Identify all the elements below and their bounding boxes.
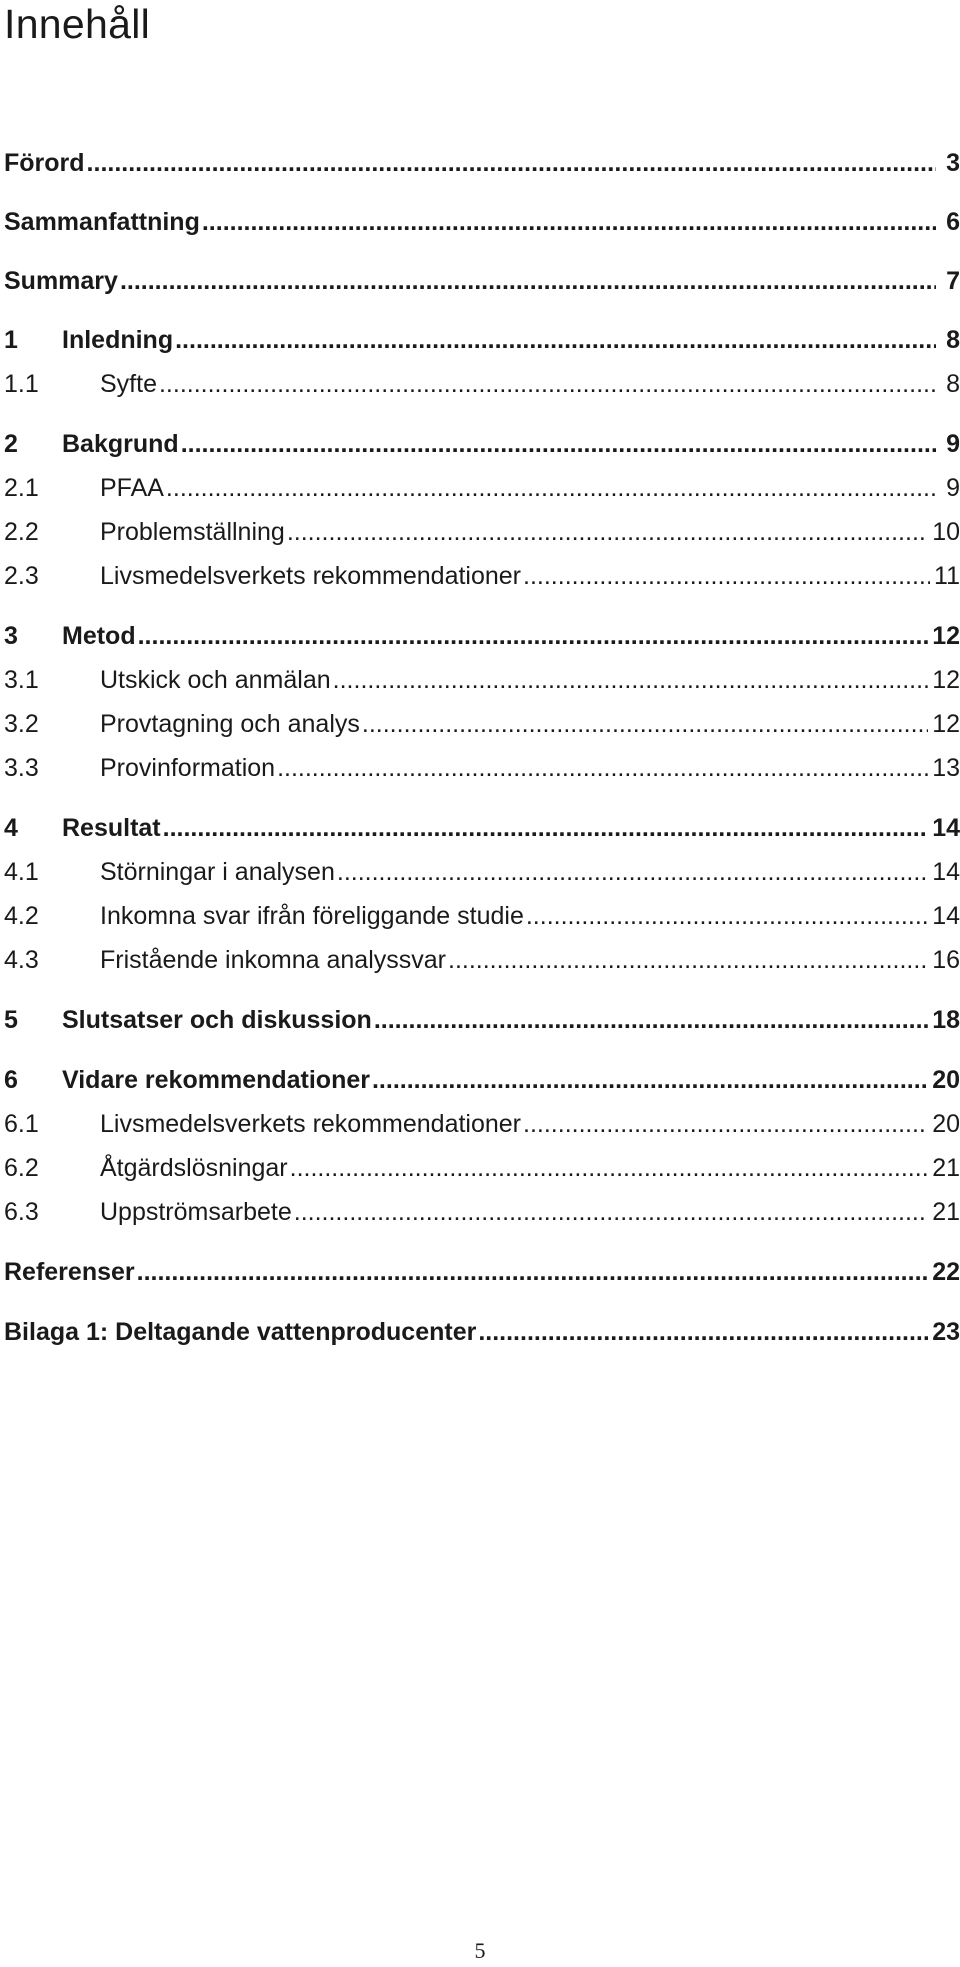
toc-entry-page: 20 (932, 1110, 960, 1138)
page-title: Innehåll (4, 1, 151, 47)
toc-entry-page: 23 (932, 1318, 960, 1346)
toc-entry[interactable] (4, 751, 960, 785)
toc-entry[interactable] (4, 1315, 960, 1349)
toc-entry[interactable] (4, 146, 960, 180)
dot-leader (175, 323, 936, 357)
toc-entry-number: 2 (4, 430, 18, 458)
toc-entry[interactable] (4, 855, 960, 889)
toc-entry-label: Provtagning och analys (100, 710, 360, 738)
toc-entry-label: Provinformation (100, 754, 276, 782)
toc-entry-number: 2.1 (4, 474, 39, 502)
toc-entry-label: Resultat (62, 814, 161, 842)
toc-entry[interactable] (4, 471, 960, 505)
toc-entry-number: 4 (4, 814, 18, 842)
page-number: 5 (474, 1938, 486, 1963)
toc-entry[interactable] (4, 811, 960, 845)
dot-leader (294, 1195, 928, 1229)
dot-leader (478, 1315, 928, 1349)
toc-entry-label: Bakgrund (62, 430, 179, 458)
toc-entry-label: Summary (4, 267, 118, 295)
toc-entry-page: 14 (932, 814, 960, 842)
toc-entry-number: 6.2 (4, 1154, 39, 1182)
toc-entry-label: Fristående inkomna analyssvar (100, 946, 446, 974)
toc-entry-number: 6 (4, 1066, 18, 1094)
dot-leader (166, 471, 936, 505)
toc-entry-label: Åtgärdslösningar (100, 1154, 288, 1182)
toc-entry-page: 8 (946, 326, 960, 354)
toc-entry-page: 14 (932, 858, 960, 886)
toc-entry-number: 4.3 (4, 946, 39, 974)
toc-entry[interactable] (4, 1255, 960, 1289)
dot-leader (181, 427, 936, 461)
dot-leader (374, 1003, 928, 1037)
toc-entry-page: 9 (946, 430, 960, 458)
toc-entry[interactable] (4, 899, 960, 933)
toc-entry-number: 6.1 (4, 1110, 39, 1138)
dot-leader (523, 559, 930, 593)
toc-entry-page: 12 (932, 666, 960, 694)
toc-entry-label: Bilaga 1: Deltagande vattenproducenter (4, 1318, 477, 1346)
dot-leader (159, 367, 936, 401)
toc-entry-page: 8 (946, 370, 960, 398)
toc-entry-label: Förord (4, 149, 85, 177)
toc-entry-number: 4.2 (4, 902, 39, 930)
toc-entry-label: Inledning (62, 326, 174, 354)
toc-entry-number: 1 (4, 326, 18, 354)
toc-entry-page: 9 (946, 474, 960, 502)
dot-leader (287, 515, 928, 549)
toc-entry-page: 7 (946, 267, 960, 295)
toc-entry-label: Problemställning (100, 518, 285, 546)
toc-entry-label: Inkomna svar ifrån föreliggande studie (100, 902, 524, 930)
toc-entry-number: 3.1 (4, 666, 39, 694)
toc-entry-label: Uppströmsarbete (100, 1198, 292, 1226)
dot-leader (337, 855, 928, 889)
toc-entry[interactable] (4, 515, 960, 549)
dot-leader (526, 899, 928, 933)
dot-leader (163, 811, 929, 845)
dot-leader (290, 1151, 929, 1185)
dot-leader (333, 663, 929, 697)
toc-entry-label: Metod (62, 622, 136, 650)
toc-entry-label: Referenser (4, 1258, 135, 1286)
toc-entry-label: Slutsatser och diskussion (62, 1006, 372, 1034)
toc-entry-page: 6 (946, 208, 960, 236)
dot-leader (138, 619, 929, 653)
toc-entry-number: 5 (4, 1006, 18, 1034)
dot-leader (87, 146, 936, 180)
dot-leader (277, 751, 928, 785)
toc-entry[interactable] (4, 663, 960, 697)
dot-leader (120, 264, 936, 298)
toc-entry-label: Syfte (100, 370, 157, 398)
toc-entry[interactable] (4, 1151, 960, 1185)
toc-entry-label: PFAA (100, 474, 164, 502)
toc-entry-label: Sammanfattning (4, 208, 200, 236)
toc-entry-label: Utskick och anmälan (100, 666, 331, 694)
toc-entry-page: 13 (932, 754, 960, 782)
toc-entry-page: 11 (934, 562, 960, 590)
dot-leader (137, 1255, 929, 1289)
toc-entry[interactable] (4, 707, 960, 741)
dot-leader (362, 707, 928, 741)
toc-entry[interactable] (4, 1003, 960, 1037)
dot-leader (448, 943, 928, 977)
toc-entry-page: 10 (932, 518, 960, 546)
toc-entry-page: 16 (932, 946, 960, 974)
dot-leader (372, 1063, 928, 1097)
toc-entry-number: 4.1 (4, 858, 39, 886)
toc-entry-number: 1.1 (4, 370, 39, 398)
toc-entry[interactable] (4, 367, 960, 401)
toc-entry-page: 21 (932, 1154, 960, 1182)
toc-entry-label: Livsmedelsverkets rekommendationer (100, 562, 522, 590)
toc-entry-page: 21 (932, 1198, 960, 1226)
toc-entry[interactable] (4, 205, 960, 239)
toc-entry-label: Livsmedelsverkets rekommendationer (100, 1110, 522, 1138)
toc-entry-number: 3.2 (4, 710, 39, 738)
toc-entry[interactable] (4, 619, 960, 653)
toc-entry-page: 14 (932, 902, 960, 930)
toc-entry-page: 18 (932, 1006, 960, 1034)
toc-entry-page: 12 (932, 710, 960, 738)
dot-leader (202, 205, 936, 239)
toc-entry-label: Störningar i analysen (100, 858, 335, 886)
toc-entry-number: 6.3 (4, 1198, 39, 1226)
toc-entry-number: 2.2 (4, 518, 39, 546)
toc-entry-number: 2.3 (4, 562, 39, 590)
toc-entry[interactable] (4, 264, 960, 298)
toc-entry-number: 3 (4, 622, 18, 650)
toc-entry-page: 3 (946, 149, 960, 177)
toc-entry[interactable] (4, 323, 960, 357)
toc-entry-page: 12 (932, 622, 960, 650)
toc-entry[interactable] (4, 1195, 960, 1229)
dot-leader (523, 1107, 928, 1141)
toc-entry-page: 22 (932, 1258, 960, 1286)
toc-entry[interactable] (4, 559, 960, 593)
toc-entry-label: Vidare rekommendationer (62, 1066, 370, 1094)
toc-entry[interactable] (4, 1063, 960, 1097)
toc-entry[interactable] (4, 943, 960, 977)
toc-entry[interactable] (4, 427, 960, 461)
toc-entry-page: 20 (932, 1066, 960, 1094)
toc-entry[interactable] (4, 1107, 960, 1141)
toc-entry-number: 3.3 (4, 754, 39, 782)
